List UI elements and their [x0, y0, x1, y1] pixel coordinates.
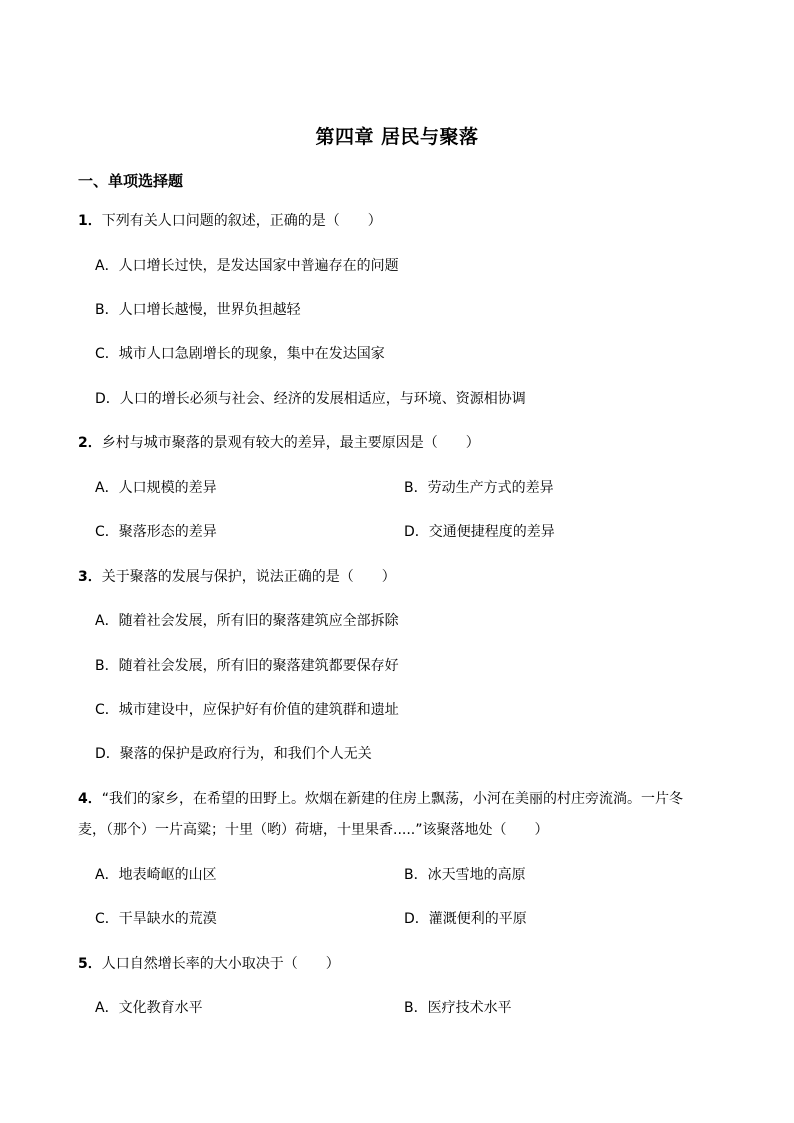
question-text: 下列有关人口问题的叙述，正确的是（ ）	[101, 213, 382, 229]
option-3b: B．随着社会发展，所有旧的聚落建筑都要保存好	[95, 658, 399, 674]
page-title: 第四章 居民与聚落	[315, 126, 479, 148]
question-number: 2．	[78, 435, 102, 451]
question-5	[78, 954, 340, 974]
option-1b: B．人口增长越慢，世界负担越轻	[95, 302, 301, 318]
option-1d: D．人口的增长必须与社会、经济的发展相适应，与环境、资源相协调	[95, 391, 526, 407]
option-5a: A．文化教育水平	[95, 1000, 203, 1016]
option-4d: D．灌溉便利的平原	[404, 911, 527, 927]
question-text: 人口自然增长率的大小取决于（ ）	[101, 956, 340, 972]
question-4	[78, 789, 683, 809]
question-number: 5．	[78, 956, 102, 972]
option-2b: B．劳动生产方式的差异	[404, 480, 554, 496]
section-heading: 一、单项选择题	[78, 172, 184, 190]
question-3	[78, 567, 396, 587]
option-2c: C．聚落形态的差异	[95, 524, 217, 540]
option-5b: B．医疗技术水平	[404, 1000, 512, 1016]
question-text: 关于聚落的发展与保护，说法正确的是（ ）	[101, 569, 396, 585]
option-3c: C．城市建设中，应保护好有价值的建筑群和遗址	[95, 702, 399, 718]
question-text: “我们的家乡，在希望的田野上。炊烟在新建的住房上飘荡，小河在美丽的村庄旁流淌。一片冬	[101, 791, 684, 807]
option-4b: B．冰天雪地的高原	[404, 867, 526, 883]
option-4c: C．干旱缺水的荒漠	[95, 911, 217, 927]
option-2a: A．人口规模的差异	[95, 480, 217, 496]
question-number: 3．	[78, 569, 102, 585]
question-number: 4．	[78, 791, 102, 807]
option-2d: D．交通便捷程度的差异	[404, 524, 555, 540]
option-4a: A．地表崎岖的山区	[95, 867, 217, 883]
option-1a: A．人口增长过快，是发达国家中普遍存在的问题	[95, 258, 399, 274]
question-text: 乡村与城市聚落的景观有较大的差异，最主要原因是（ ）	[101, 435, 480, 451]
option-1c: C．城市人口急剧增长的现象，集中在发达国家	[95, 346, 385, 362]
question-2	[78, 433, 480, 453]
question-1	[78, 211, 382, 231]
option-3a: A．随着社会发展，所有旧的聚落建筑应全部拆除	[95, 613, 399, 629]
option-3d: D．聚落的保护是政府行为，和我们个人无关	[95, 746, 372, 762]
question-4-continued: 麦，（那个）一片高粱；十里（哟）荷塘，十里果香.....”该聚落地处（ ）	[78, 822, 549, 838]
question-number: 1．	[78, 213, 102, 229]
